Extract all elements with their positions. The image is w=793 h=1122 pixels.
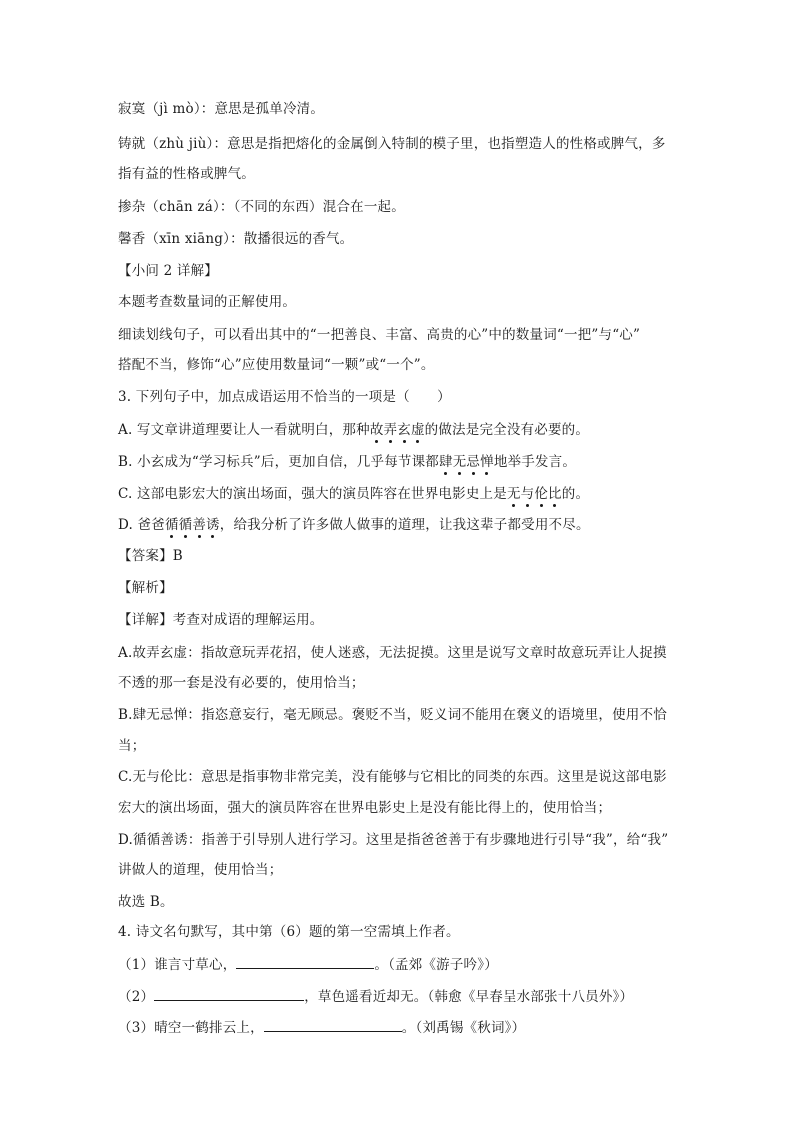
option-a-text: A. 写文章讲道理要让人一看就明白，那种	[118, 422, 370, 438]
answer-blank[interactable]	[236, 955, 374, 969]
option-c-text: C. 这部电影宏大的演出场面，强大的演员阵容在世界电影史上是	[118, 486, 507, 502]
emphasis-char: 肆	[439, 454, 453, 470]
emphasis-char: 玄	[397, 422, 411, 438]
answer-blank[interactable]	[154, 987, 304, 1001]
option-d	[118, 516, 590, 534]
explanation-a: A.故弄玄虚：指故意玩弄花招，使人迷惑，无法捉摸。这里是说写文章时故意玩弄让人捉摸	[118, 645, 667, 661]
definition-jimo: 寂寞（jì mò）：意思是孤单冷清。	[118, 101, 325, 117]
option-d-text-end: ，给我分析了许多做人做事的道理，让我这辈子都受用不尽。	[219, 517, 590, 533]
explanation-b: B.肆无忌惮：指恣意妄行，毫无顾忌。褒贬不当，贬义词不能用在褒义的语境里，使用不恰	[118, 707, 667, 723]
option-b	[118, 453, 576, 471]
emphasis-char: 弄	[383, 422, 398, 438]
explanation-c-cont: 宏大的演出场面，强大的演员阵容在世界电影史上是没有能比得上的，使用恰当；	[118, 800, 612, 816]
option-c-text-end: 的。	[561, 486, 590, 502]
emphasis-char: 诱	[206, 517, 220, 533]
analysis-heading: 【解析】	[118, 580, 173, 596]
section-heading-q2: 【小问 2 详解】	[118, 263, 218, 279]
explanation-d-cont: 讲做人的道理，使用恰当；	[118, 862, 283, 878]
fill-item-3: （3）晴空一鹤排云上， 。（刘禹锡《秋词》）	[118, 1020, 526, 1036]
option-c-idiom	[507, 486, 562, 502]
option-b-idiom	[439, 454, 494, 470]
emphasis-char: 故	[369, 422, 384, 438]
fill-item-2: （2） ，草色遥看近却无。（韩愈《早春呈水部张十八员外》）	[118, 989, 634, 1005]
emphasis-char: 比	[548, 486, 562, 502]
paragraph: 本题考查数量词的正解使用。	[118, 294, 297, 310]
paragraph: 搭配不当，修饰“心”应使用数量词“一颗”或“一个”。	[118, 357, 435, 373]
definition-zhujiu: 铸就（zhù jiù）：意思是指把熔化的金属倒入特制的模子里，也指塑造人的性格或脾气，多	[118, 136, 666, 152]
paragraph: 细读划线句子，可以看出其中的“一把善良、丰富、高贵的心”中的数量词“一把”与“心”	[118, 327, 641, 343]
option-c	[118, 485, 589, 503]
definition-xinxiang: 馨香（xīn xiāng）：散播很远的香气。	[118, 231, 354, 247]
emphasis-char: 无	[452, 454, 467, 470]
explanation-d: D.循循善诱：指善于引导别人进行学习。这里是指爸爸善于有步骤地进行引导“我”，给“我”	[118, 832, 669, 848]
option-a	[118, 421, 589, 439]
explanation-b-cont: 当；	[118, 738, 146, 754]
emphasis-char: 无	[506, 486, 521, 502]
question-3-stem: 3. 下列句子中，加点成语运用不恰当的一项是（ ）	[118, 389, 451, 405]
definition-zhujiu-cont: 指有益的性格或脾气。	[118, 166, 255, 182]
emphasis-char: 循	[178, 517, 193, 533]
emphasis-char: 与	[520, 486, 535, 502]
emphasis-char: 循	[164, 517, 179, 533]
explanation-a-cont: 不透的那一套是没有必要的，使用恰当；	[118, 675, 365, 691]
emphasis-char: 善	[192, 517, 207, 533]
answer-blank[interactable]	[264, 1018, 402, 1032]
option-a-text-end: 的做法是完全没有必要的。	[424, 422, 590, 438]
fill-item-1: （1）谁言寸草心， 。（孟郊《游子吟》）	[118, 957, 498, 973]
answer-label: 【答案】B	[118, 548, 183, 564]
definition-chanza: 掺杂（chān zá）：（不同的东西）混合在一起。	[118, 199, 405, 215]
emphasis-char: 忌	[466, 454, 481, 470]
option-d-text: D. 爸爸	[118, 517, 165, 533]
explanation-c: C.无与伦比：意思是指事物非常完美，没有能够与它相比的同类的东西。这里是说这部电影	[118, 769, 667, 785]
option-d-idiom	[165, 517, 220, 533]
conclusion: 故选 B。	[118, 894, 174, 910]
option-a-idiom	[370, 422, 425, 438]
question-4-stem: 4. 诗文名句默写，其中第（6）题的第一空需填上作者。	[118, 924, 460, 940]
emphasis-char: 伦	[534, 486, 549, 502]
detail-heading: 【详解】考查对成语的理解运用。	[118, 612, 324, 628]
option-b-text-end: 地举手发言。	[493, 454, 577, 470]
emphasis-char: 虚	[410, 422, 425, 438]
option-b-text: B. 小玄成为“学习标兵”后，更加自信，几乎每节课都	[118, 454, 440, 470]
emphasis-char: 惮	[480, 454, 494, 470]
